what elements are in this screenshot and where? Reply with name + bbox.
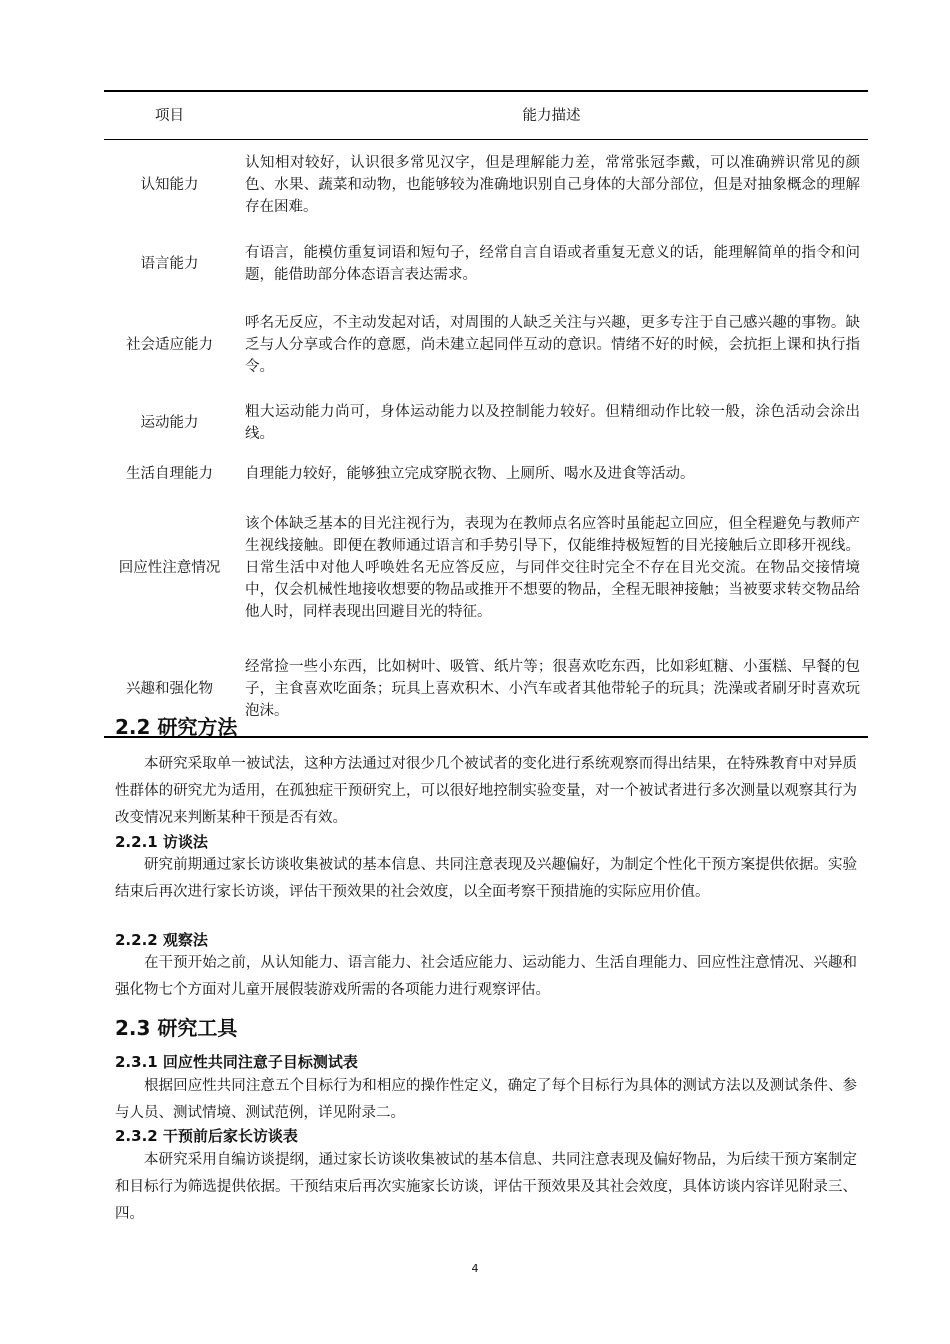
row-description: 有语言，能模仿重复词语和短句子，经常自言自语或者重复无意义的话，能理解简单的指令和问题，能借助部分体态语言表达需求。 bbox=[245, 244, 860, 283]
table-row bbox=[104, 230, 868, 298]
row-description: 呼名无反应，不主动发起对话，对周围的人缺乏关注与兴趣，更多专注于自己感兴趣的事物。缺乏与人分享或合作的意愿，尚未建立起同伴互动的意识。情绪不好的时候，会抗拒上课和执行指令。 bbox=[245, 314, 860, 375]
row-item: 认知能力 bbox=[140, 176, 199, 193]
header-item: 项目 bbox=[104, 91, 235, 140]
row-description: 粗大运动能力尚可，身体运动能力以及控制能力较好。但精细动作比较一般，涂色活动会涂出线。 bbox=[245, 403, 860, 442]
section-paragraph-2-3-1: 根据回应性共同注意五个目标行为和相应的操作性定义，确定了每个目标行为具体的测试方法以及测试条件、参与人员、测试情境、测试范例，详见附录二。 bbox=[115, 1078, 857, 1121]
row-description: 该个体缺乏基本的目光注视行为，表现为在教师点名应答时虽能起立回应，但全程避免与教师产生视线接触。即便在教师通过语言和手势引导下，仅能维持极短暂的目光接触后立即移开视线。日常生活中对他人呼唤姓名无应答反应，与同伴交往时完全不存在目光交流。在物品交接情境中，仅会机械性地接收想要的物品或推开不想要的物品，全程无眼神接触；当被要求转交物品给他人时，同样表现出回避目光的特征。 bbox=[245, 515, 860, 620]
table-row bbox=[104, 454, 868, 494]
page-number: 4 bbox=[471, 1262, 479, 1275]
row-description: 经常捡一些小东西，比如树叶、吸管、纸片等；很喜欢吃东西，比如彩虹糖、小蛋糕、早餐的包子，主食喜欢吃面条；玩具上喜欢积木、小汽车或者其他带轮子的玩具；洗澡或者刷牙时喜欢玩泡沫。 bbox=[235, 642, 868, 737]
section-heading-2-3-1: 2.3.1 回应性共同注意子目标测试表 bbox=[115, 1053, 358, 1071]
section-heading-2-2-1: 2.2.1 访谈法 bbox=[115, 833, 208, 851]
row-item: 语言能力 bbox=[140, 255, 199, 272]
table-row bbox=[104, 140, 868, 230]
section-heading-2-3: 2.3 研究工具 bbox=[115, 1016, 238, 1040]
table-row bbox=[104, 392, 868, 454]
table-row bbox=[104, 494, 868, 642]
table-row bbox=[104, 298, 868, 392]
row-item: 兴趣和强化物 bbox=[104, 642, 235, 737]
header-description: 能力描述 bbox=[235, 91, 868, 140]
section-paragraph-2-2: 本研究采取单一被试法，这种方法通过对很少几个被试者的变化进行系统观察而得出结果，在特殊教育中对异质性群体的研究尤为适用，在孤独症干预研究上，可以很好地控制实验变量，对一个被试者进行多次测量以观察其行为改变情况来判断某种干预是否有效。 bbox=[115, 756, 857, 826]
row-item: 社会适应能力 bbox=[126, 336, 213, 353]
row-description: 认知相对较好，认识很多常见汉字，但是理解能力差，常常张冠李戴，可以准确辨识常见的颜色、水果、蔬菜和动物，也能够较为准确地识别自己身体的大部分部位，但是对抽象概念的理解存在困难。 bbox=[245, 154, 860, 215]
section-heading-2-3-2: 2.3.2 干预前后家长访谈表 bbox=[115, 1127, 298, 1145]
row-item: 运动能力 bbox=[140, 414, 199, 431]
table-header-row bbox=[104, 91, 868, 140]
row-description: 自理能力较好，能够独立完成穿脱衣物、上厕所、喝水及进食等活动。 bbox=[245, 465, 695, 482]
ability-assessment-table bbox=[104, 90, 868, 738]
section-paragraph-2-3-2: 本研究采用自编访谈提纲，通过家长访谈收集被试的基本信息、共同注意表现及偏好物品，为后续干预方案制定和目标行为筛选提供依据。干预结束后再次实施家长访谈，评估干预效果及其社会效度，具体访谈内容详见附录三、四。 bbox=[115, 1152, 857, 1222]
section-heading-2-2-2: 2.2.2 观察法 bbox=[115, 931, 208, 949]
section-paragraph-2-2-1: 研究前期通过家长访谈收集被试的基本信息、共同注意表现及兴趣偏好，为制定个性化干预方案提供依据。实验结束后再次进行家长访谈，评估干预效果的社会效度，以全面考察干预措施的实际应用价值。 bbox=[115, 857, 857, 900]
section-paragraph-2-2-2: 在干预开始之前，从认知能力、语言能力、社会适应能力、运动能力、生活自理能力、回应性注意情况、兴趣和强化物七个方面对儿童开展假装游戏所需的各项能力进行观察评估。 bbox=[115, 955, 857, 998]
row-item: 回应性注意情况 bbox=[118, 559, 221, 576]
row-item: 生活自理能力 bbox=[126, 465, 213, 482]
section-heading-2-2: 2.2 研究方法 bbox=[115, 715, 238, 739]
